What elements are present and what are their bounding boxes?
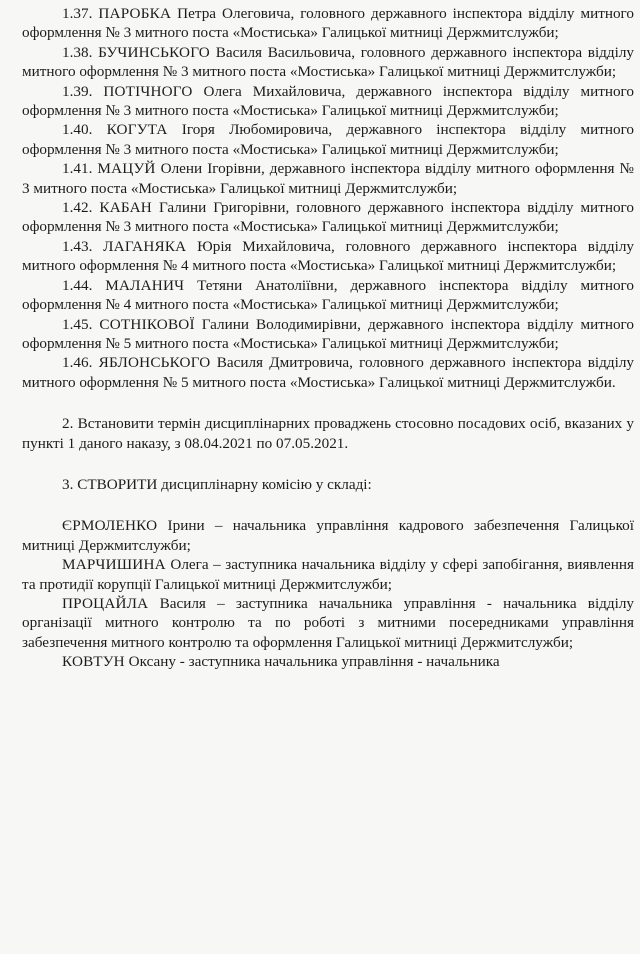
person-surname: КАБАН <box>99 199 152 217</box>
item-number: 1.46. <box>62 354 93 372</box>
person-surname: ЛАГАНЯКА <box>103 237 187 255</box>
item-text: Юрія Михайловича, головного державного інспектора відділу митного оформлення № 4 митного поста «Мостиська» Галицької митниці Держмитслужби; <box>22 237 635 275</box>
commission-list <box>22 516 634 671</box>
list-item <box>22 237 634 276</box>
item-text: Петра Олеговича, головного державного інспектора відділу митного оформлення № 3 митного поста «Мостиська» Галицької митниці Держмитслужби; <box>22 5 634 42</box>
item-number: 1.45. <box>62 315 93 333</box>
spacer <box>22 392 634 414</box>
list-item <box>22 353 634 392</box>
item-text: Тетяни Анатоліївни, державного інспектора відділу митного оформлення № 4 митного поста «Мостиська» Галицької митниці Держмитслужби; <box>22 276 634 314</box>
member-text: Олега – заступника начальника відділу у сфері запобігання, виявлення та протидії корупції Галицької митниці Держмитслужби; <box>22 556 635 593</box>
item-number: 1.37. <box>62 5 93 22</box>
list-item <box>22 315 634 354</box>
item-number: 1.40. <box>62 121 93 139</box>
item-number: 1.38. <box>62 43 93 61</box>
person-surname: МАЛАНИЧ <box>105 276 185 294</box>
commission-member <box>22 516 634 555</box>
list-item <box>22 43 634 82</box>
item-text: Галини Григорівни, головного державного інспектора відділу митного оформлення № 3 митного поста «Мостиська» Галицької митниці Держмитслужби; <box>22 199 634 236</box>
spacer <box>22 494 634 516</box>
person-surname: ПОТІЧНОГО <box>103 82 193 100</box>
person-surname: МАЦУЙ <box>97 160 156 178</box>
item-text: Олени Ігорівни, державного інспектора відділу митного оформлення № 3 митного поста «Мостиська» Галицької митниці Держмитслужби; <box>22 160 634 197</box>
member-surname: ПРОЦАЙЛА <box>62 594 149 612</box>
person-surname: ЯБЛОНСЬКОГО <box>98 354 211 372</box>
member-text: Оксану - заступника начальника управління - начальника <box>128 653 500 671</box>
member-surname: ЄРМОЛЕНКО <box>62 517 158 535</box>
list-item <box>22 198 634 237</box>
section-3-heading: 3. СТВОРИТИ дисциплінарну комісію у складі: <box>62 475 372 493</box>
person-surname: ПАРОБКА <box>98 5 172 22</box>
list-item <box>22 276 634 315</box>
list-item <box>22 120 634 159</box>
member-text: Ірини – начальника управління кадрового забезпечення Галицької митниці Держмитслужби; <box>22 517 634 554</box>
item-number: 1.39. <box>62 82 93 100</box>
section-2-paragraph: 2. Встановити термін дисциплінарних проваджень стосовно посадових осіб, вказаних у пункті 1 даного наказу, з 08.04.2021 по 07.05.2021. <box>22 415 634 452</box>
commission-member <box>22 555 634 594</box>
person-surname: БУЧИНСЬКОГО <box>98 43 210 61</box>
item-number: 1.43. <box>62 237 93 255</box>
item-number: 1.44. <box>62 276 93 294</box>
list-item <box>22 4 634 43</box>
item-number: 1.42. <box>62 199 93 217</box>
commission-member <box>22 594 634 652</box>
member-surname: МАРЧИШИНА <box>62 556 166 574</box>
personnel-list <box>22 4 634 392</box>
person-surname: СОТНІКОВОЇ <box>99 315 195 333</box>
item-text: Василя Дмитровича, головного державного інспектора відділу митного оформлення № 5 митного поста «Мостиська» Галицької митниці Держмитслужби. <box>22 354 634 391</box>
item-text: Олега Михайловича, державного інспектора відділу митного оформлення № 3 митного поста «Мостиська» Галицької митниці Держмитслужби; <box>22 82 634 120</box>
item-text: Ігоря Любомировича, державного інспектора відділу митного оформлення № 3 митного поста «Мостиська» Галицької митниці Держмитслужби; <box>22 121 635 158</box>
list-item <box>22 82 634 121</box>
item-number: 1.41. <box>62 160 93 178</box>
member-surname: КОВТУН <box>62 653 125 671</box>
person-surname: КОГУТА <box>106 121 168 139</box>
commission-member <box>22 652 634 671</box>
spacer <box>22 453 634 475</box>
item-text: Галини Володимирівни, державного інспектора відділу митного оформлення № 5 митного поста «Мостиська» Галицької митниці Держмитслужби; <box>22 315 635 352</box>
item-text: Василя Васильовича, головного державного інспектора відділу митного оформлення № 3 митного поста «Мостиська» Галицької митниці Держмитслужби; <box>22 43 635 81</box>
member-text: Василя – заступника начальника управління - начальника відділу організації митного контролю та по роботі з митними посередниками управління забезпечення митного контролю та оформлення Галицької митниці Держмитслужби; <box>22 594 635 651</box>
list-item <box>22 159 634 198</box>
